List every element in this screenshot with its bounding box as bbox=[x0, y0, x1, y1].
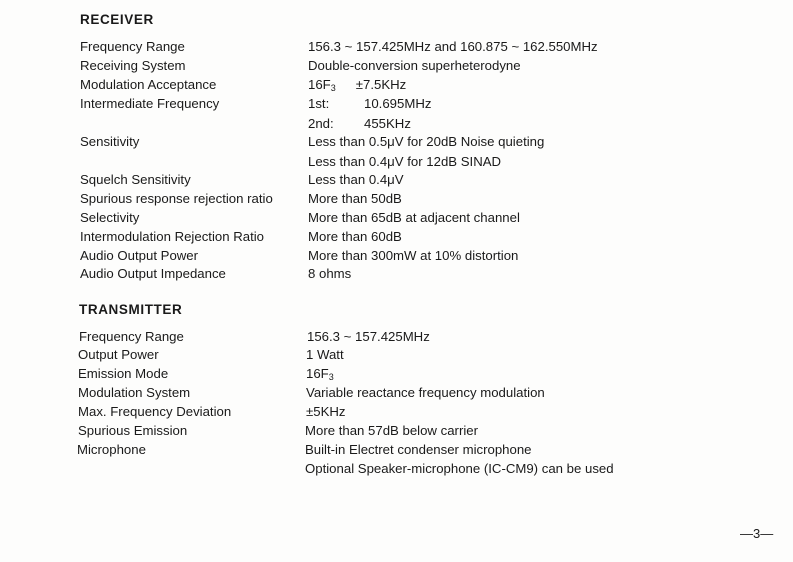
spec-value: ±5KHz bbox=[306, 404, 346, 419]
spec-label: Emission Mode bbox=[78, 366, 169, 381]
spec-label: Audio Output Impedance bbox=[80, 266, 226, 281]
spec-value: More than 60dB bbox=[308, 229, 402, 244]
spec-value: Variable reactance frequency modulation bbox=[306, 385, 545, 400]
spec-label: Modulation Acceptance bbox=[80, 77, 217, 92]
spec-label: Selectivity bbox=[80, 210, 140, 225]
spec-value: Less than 0.4μV for 12dB SINAD bbox=[308, 154, 502, 169]
spec-label: Max. Frequency Deviation bbox=[78, 404, 232, 419]
value-subscript: 3 bbox=[330, 83, 336, 93]
value-text: 10.695MHz bbox=[364, 96, 432, 111]
spec-value: Less than 0.4μV bbox=[308, 172, 404, 187]
spec-label: Squelch Sensitivity bbox=[80, 172, 191, 187]
spec-value bbox=[308, 116, 411, 131]
spec-label: Audio Output Power bbox=[80, 248, 199, 263]
value-tail: ±7.5KHz bbox=[355, 77, 407, 92]
spec-value: More than 57dB below carrier bbox=[305, 423, 478, 438]
spec-value: Less than 0.5μV for 20dB Noise quieting bbox=[308, 134, 545, 149]
spec-label: Spurious response rejection ratio bbox=[80, 191, 273, 206]
spec-value: More than 50dB bbox=[308, 191, 402, 206]
value-main: 16F bbox=[306, 366, 329, 381]
spec-label: Intermodulation Rejection Ratio bbox=[80, 229, 264, 244]
spec-label: Microphone bbox=[77, 442, 146, 457]
spec-value: Optional Speaker-microphone (IC-CM9) can be used bbox=[305, 461, 614, 476]
spec-value: 156.3 ~ 157.425MHz and 160.875 ~ 162.550MHz bbox=[308, 39, 598, 54]
spec-label: Frequency Range bbox=[79, 329, 184, 344]
spec-value: Double-conversion superheterodyne bbox=[308, 58, 521, 73]
transmitter-heading: TRANSMITTER bbox=[79, 302, 183, 317]
spec-value: More than 300mW at 10% distortion bbox=[308, 248, 519, 263]
value-main: 16F bbox=[308, 77, 331, 92]
spec-value: More than 65dB at adjacent channel bbox=[308, 210, 520, 225]
page-number: —3— bbox=[740, 526, 774, 541]
spec-value: 8 ohms bbox=[308, 266, 352, 281]
value-subscript: 3 bbox=[328, 372, 334, 382]
spec-value bbox=[308, 96, 431, 111]
spec-value: 156.3 ~ 157.425MHz bbox=[307, 329, 430, 344]
spec-label: Receiving System bbox=[80, 58, 186, 73]
spec-label: Frequency Range bbox=[80, 39, 185, 54]
spec-value bbox=[306, 366, 334, 382]
value-prefix: 1st: bbox=[308, 96, 330, 111]
spec-label: Output Power bbox=[78, 347, 159, 362]
spec-label: Spurious Emission bbox=[78, 423, 188, 438]
spec-value bbox=[308, 77, 406, 93]
spec-label: Intermediate Frequency bbox=[80, 96, 220, 111]
value-prefix: 2nd: bbox=[308, 116, 334, 131]
spec-label: Modulation System bbox=[78, 385, 191, 400]
spec-label: Sensitivity bbox=[80, 134, 140, 149]
value-text: 455KHz bbox=[364, 116, 411, 131]
spec-value: Built-in Electret condenser microphone bbox=[305, 442, 532, 457]
spec-value: 1 Watt bbox=[306, 347, 344, 362]
receiver-heading: RECEIVER bbox=[80, 12, 154, 27]
